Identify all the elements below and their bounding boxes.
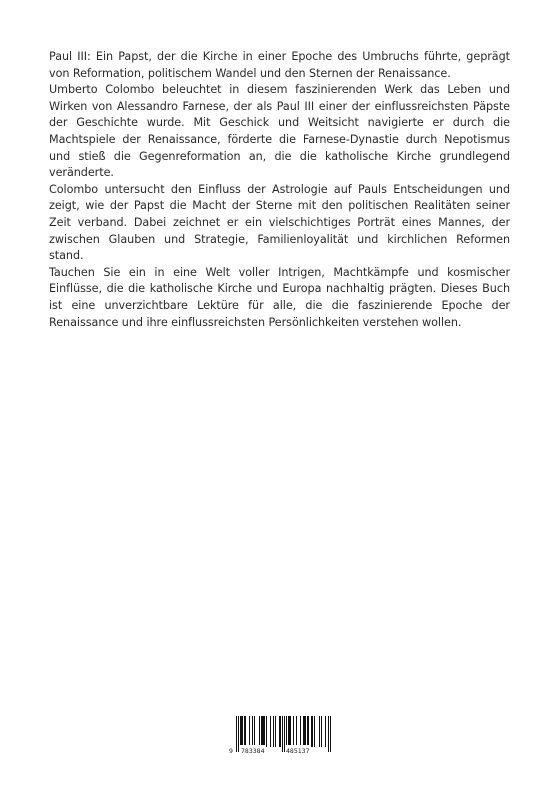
barcode-bar	[300, 716, 301, 747]
barcode-bar	[303, 716, 304, 747]
barcode-bar	[289, 716, 290, 747]
barcode-bar	[280, 716, 281, 747]
barcode-bar	[252, 716, 253, 747]
barcode-bar	[279, 716, 280, 747]
blurb-paragraph-1: Paul III: Ein Papst, der die Kirche in einer Epoche des Umbruchs führte, geprägt von Reformation, politischem Wandel und den Sternen der Renaissance.	[49, 50, 510, 80]
barcode-bar	[270, 716, 271, 747]
barcode-right-group: 485137	[286, 747, 310, 755]
barcode-bar	[312, 716, 313, 747]
barcode-bar	[311, 716, 312, 747]
barcode-bar	[240, 716, 241, 747]
isbn-barcode	[228, 714, 332, 758]
barcode-bar	[264, 716, 265, 747]
barcode-bar	[288, 716, 289, 747]
barcode-bar	[286, 716, 287, 747]
barcode-bar	[296, 716, 297, 747]
barcode-bar	[314, 716, 315, 747]
barcode-digits	[228, 745, 332, 757]
blurb-paragraph-3: Colombo untersucht den Einfluss der Astrologie auf Pauls Entscheidungen und zeigt, wie der Papst die Macht der Sterne mit den politischen Realitäten seiner Zeit verband. Dabei zeichnet er ein vielschichtiges Porträt eines Mannes, der zwischen Glauben und Strategie, Familienloyalität und kirchlichen Reformen stand.	[49, 182, 510, 263]
barcode-bar	[308, 716, 309, 747]
blurb-paragraph-4: Tauchen Sie ein in eine Welt voller Intrigen, Machtkämpfe und kosmischer Einflüsse, die die katholische Kirche und Europa nachhaltig prägten. Dieses Buch ist eine unverzichtbare Lektüre für alle, die die faszinierende Epoche der Renaissance und ihre einflussreichsten Persönlichkeiten verstehen wollen.	[49, 265, 510, 329]
barcode-bar	[244, 716, 245, 747]
barcode-bar	[275, 716, 276, 747]
barcode-bar	[261, 716, 262, 747]
barcode-bar	[290, 716, 291, 747]
barcode-bar	[259, 716, 260, 747]
barcode-first-digit: 9	[229, 747, 233, 755]
barcode-bar	[273, 716, 274, 747]
barcode-bar	[249, 716, 250, 747]
barcode-bar	[241, 716, 242, 747]
barcode-bar	[245, 716, 246, 747]
barcode-bar	[242, 716, 243, 747]
barcode-bar	[307, 716, 308, 747]
back-cover-blurb	[49, 49, 510, 331]
barcode-bar	[305, 716, 306, 747]
barcode-left-group: 783384	[241, 747, 265, 755]
barcode-bar	[304, 716, 305, 747]
barcode-bar	[325, 716, 326, 747]
barcode-bar	[293, 716, 294, 747]
barcode-bar	[266, 716, 267, 747]
barcode-bar	[262, 716, 263, 747]
barcode-bar	[321, 716, 322, 747]
blurb-paragraph-2: Umberto Colombo beleuchtet in diesem faszinierenden Werk das Leben und Wirken von Alessandro Farnese, der als Paul III einer der einflussreichsten Päpste der Geschichte wurde. Mit Geschick und Weitsicht navigierte er durch die Machtspiele der Renaissance, förderte die Farnese-Dynastie durch Nepotismus und stieß die Gegenreformation an, die die katholische Kirche grundlegend veränderte.	[49, 83, 510, 180]
barcode-bar	[263, 716, 264, 747]
barcode-bar	[319, 716, 320, 747]
barcode-bar	[254, 716, 255, 747]
